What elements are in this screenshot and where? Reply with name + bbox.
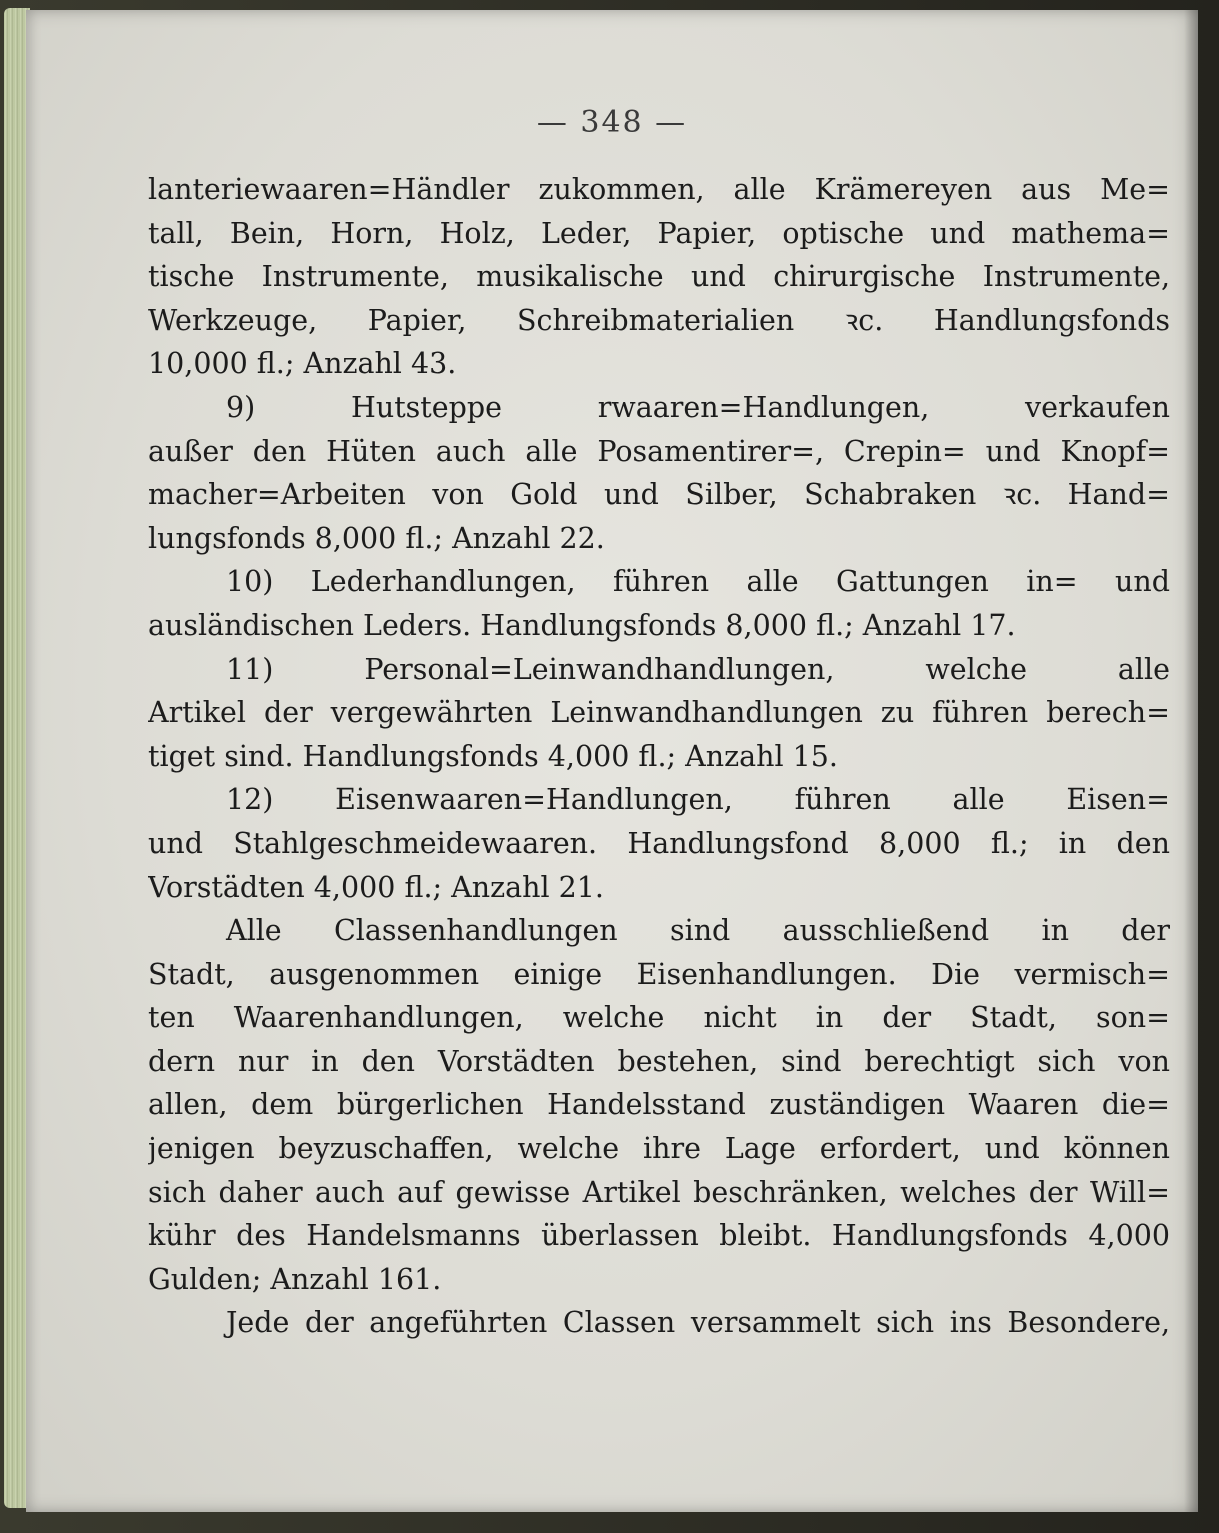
text-line: sich daher auch auf gewisse Artikel beschränken, welches der Will= [148, 1175, 1170, 1209]
page-gutter-shadow [1184, 10, 1198, 1512]
text-line: 10,000 fl.; Anzahl 43. [148, 347, 457, 381]
text-line: Werkzeuge, Papier, Schreibmaterialien ꝛc. Handlungsfonds [148, 303, 1170, 337]
text-line: Jede der angeführten Classen versammelt sich ins Besondere, [226, 1306, 1170, 1340]
text-line: Artikel der vergewährten Leinwandhandlungen zu führen berech= [148, 696, 1170, 730]
text-line: Stadt, ausgenommen einige Eisenhandlungen. Die vermisch= [148, 957, 1170, 991]
text-line: 12) Eisenwaaren=Handlungen, führen alle Eisen= [226, 783, 1170, 817]
text-line: 9) Hutsteppe rwaaren=Handlungen, verkaufen [226, 390, 1170, 424]
text-line: kühr des Handelsmanns überlassen bleibt. Handlungsfonds 4,000 [148, 1219, 1170, 1253]
text-line: lanteriewaaren=Händler zukommen, alle Krämereyen aus Me= [148, 173, 1170, 206]
body-text [148, 168, 1170, 1345]
text-line: lungsfonds 8,000 fl.; Anzahl 22. [148, 521, 605, 555]
text-line: tiget sind. Handlungsfonds 4,000 fl.; Anzahl 15. [148, 739, 838, 773]
text-line: macher=Arbeiten von Gold und Silber, Schabraken ꝛc. Hand= [148, 478, 1170, 512]
text-line: Vorstädten 4,000 fl.; Anzahl 21. [148, 870, 604, 904]
text-line: 11) Personal=Leinwandhandlungen, welche alle [226, 652, 1170, 686]
book-page [26, 10, 1198, 1512]
text-line: tische Instrumente, musikalische und chirurgische Instrumente, [148, 260, 1170, 294]
text-line: außer den Hüten auch alle Posamentirer=, Crepin= und Knopf= [148, 434, 1170, 468]
text-line: jenigen beyzuschaffen, welche ihre Lage erfordert, und können [148, 1132, 1170, 1166]
text-line: Gulden; Anzahl 161. [148, 1262, 442, 1296]
text-line: Alle Classenhandlungen sind ausschließend in der [226, 914, 1170, 948]
text-line: ten Waarenhandlungen, welche nicht in der Stadt, son= [148, 1001, 1170, 1035]
text-line: dern nur in den Vorstädten bestehen, sind berechtigt sich von [148, 1044, 1170, 1078]
text-line: 10) Lederhandlungen, führen alle Gattungen in= und [226, 565, 1170, 599]
text-line: tall, Bein, Horn, Holz, Leder, Papier, optische und mathema= [148, 216, 1170, 250]
text-line: und Stahlgeschmeidewaaren. Handlungsfond 8,000 fl.; in den [148, 826, 1170, 860]
text-line: allen, dem bürgerlichen Handelsstand zuständigen Waaren die= [148, 1088, 1170, 1122]
text-line: ausländischen Leders. Handlungsfonds 8,000 fl.; Anzahl 17. [148, 608, 1016, 642]
page-number: — 348 — [536, 105, 688, 140]
